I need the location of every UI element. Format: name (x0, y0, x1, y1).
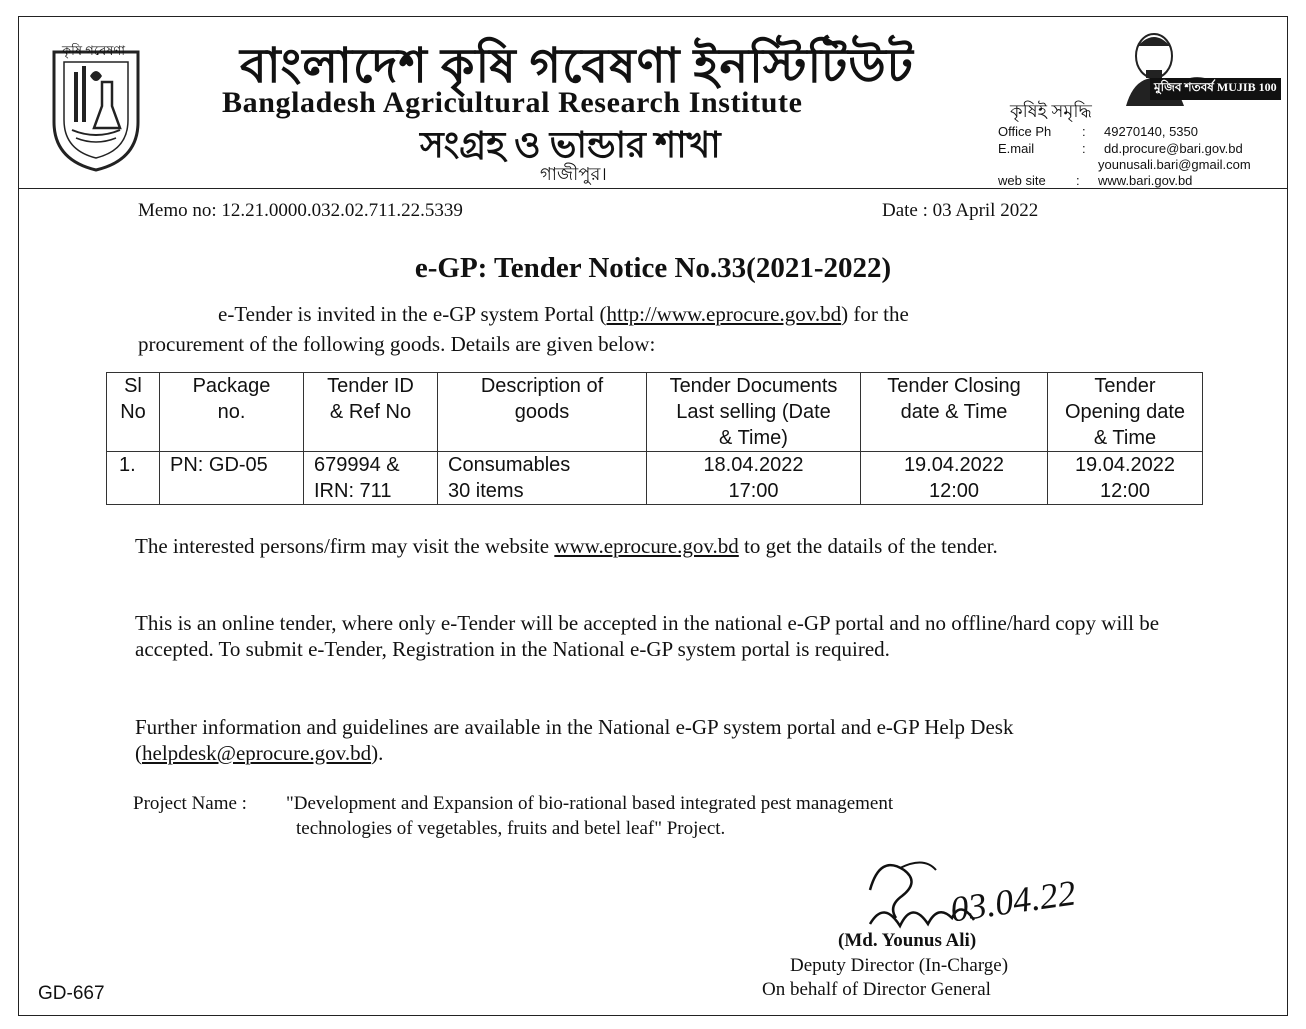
contact-office-label: Office Ph (998, 124, 1052, 139)
helpdesk-email-link[interactable]: helpdesk@eprocure.gov.bd (142, 741, 372, 765)
handwritten-date: 03.04.22 (947, 872, 1079, 930)
contact-web-label: web site (998, 173, 1046, 188)
col-description: Description of goods (438, 373, 647, 452)
institute-title-english: Bangladesh Agricultural Research Institute (222, 86, 803, 119)
col-package-no: Package no. (160, 373, 304, 452)
eprocure-website-link[interactable]: www.eprocure.gov.bd (554, 534, 739, 558)
intro-line-2: procurement of the following goods. Details are given below: (138, 332, 656, 356)
project-name-line-2: technologies of vegetables, fruits and betel leaf" Project. (296, 818, 726, 839)
tagline-bangla: কৃষিই সমৃদ্ধি (1010, 101, 1092, 121)
col-last-selling: Tender Documents Last selling (Date & Time) (647, 373, 861, 452)
signatory-name: (Md. Younus Ali) (838, 930, 977, 951)
contact-email-value: dd.procure@bari.gov.bd (1104, 141, 1243, 156)
col-sl-no: Sl No (107, 373, 160, 452)
institute-title-bangla: বাংলাদেশ কৃষি গবেষণা ইনস্টিটিউট (240, 40, 914, 93)
col-opening: Tender Opening date & Time (1048, 373, 1203, 452)
cell-sl: 1. (107, 452, 160, 505)
cell-closing: 19.04.2022 12:00 (861, 452, 1048, 505)
notice-title: e-GP: Tender Notice No.33(2021-2022) (414, 252, 892, 284)
cell-description: Consumables 30 items (438, 452, 647, 505)
col-tender-id: Tender ID & Ref No (304, 373, 438, 452)
section-title-bangla: সংগ্রহ ও ভান্ডার শাখা (420, 125, 721, 165)
para-text-end: to get the datails of the tender. (738, 534, 998, 558)
intro-text: e-Tender is invited in the e-GP system Portal ( (218, 302, 607, 326)
project-label: Project Name : (133, 793, 247, 814)
contact-sep: : (1082, 124, 1086, 139)
paragraph-further-info (135, 714, 1175, 766)
cell-opening: 19.04.2022 12:00 (1048, 452, 1203, 505)
contact-email-value-2: younusali.bari@gmail.com (1098, 157, 1251, 172)
header-divider (18, 188, 1288, 189)
location-bangla: গাজীপুর। (540, 164, 607, 184)
contact-office-value: 49270140, 5350 (1104, 124, 1198, 139)
col-closing: Tender Closing date & Time (861, 373, 1048, 452)
table-header-row (107, 373, 1203, 452)
paragraph-website (135, 533, 1195, 559)
para-text: The interested persons/firm may visit the website (135, 534, 555, 558)
footer-code: GD-667 (38, 983, 105, 1004)
paragraph-online-tender: This is an online tender, where only e-Tender will be accepted in the national e-GP portal and no offline/hard copy will be accepted. To submit e-Tender, Registration in the National e-GP system portal is required. (135, 611, 1160, 661)
cell-tender-id: 679994 & IRN: 711 (304, 452, 438, 505)
table-row (107, 452, 1203, 505)
cell-last-selling: 18.04.2022 17:00 (647, 452, 861, 505)
contact-web-value: www.bari.gov.bd (1098, 173, 1193, 188)
contact-sep: : (1076, 173, 1080, 188)
signatory-designation: Deputy Director (In-Charge) (790, 955, 1009, 976)
logo-caption: কৃষি গবেষণা (62, 43, 126, 58)
memo-number: Memo no: 12.21.0000.032.02.711.22.5339 (138, 200, 463, 221)
project-name-line-1: "Development and Expansion of bio-rational based integrated pest management (286, 793, 894, 814)
contact-sep: : (1082, 141, 1086, 156)
memo-date: Date : 03 April 2022 (882, 200, 1039, 221)
signatory-behalf: On behalf of Director General (762, 979, 991, 1000)
eprocure-portal-link[interactable]: http://www.eprocure.gov.bd (606, 302, 842, 326)
intro-text-end: ) for the (841, 302, 909, 326)
cell-package: PN: GD-05 (160, 452, 304, 505)
mujib-centenary-badge: মুজিব শতবর্ষ MUJIB 100 (1150, 78, 1281, 100)
contact-email-label: E.mail (998, 141, 1035, 156)
intro-line-1 (218, 302, 909, 327)
para-text: Further information and guidelines are available in the National e-GP system portal and e-GP Help Desk ( (135, 715, 1014, 765)
para-text-end: ). (371, 741, 384, 765)
tender-table (106, 372, 1203, 505)
